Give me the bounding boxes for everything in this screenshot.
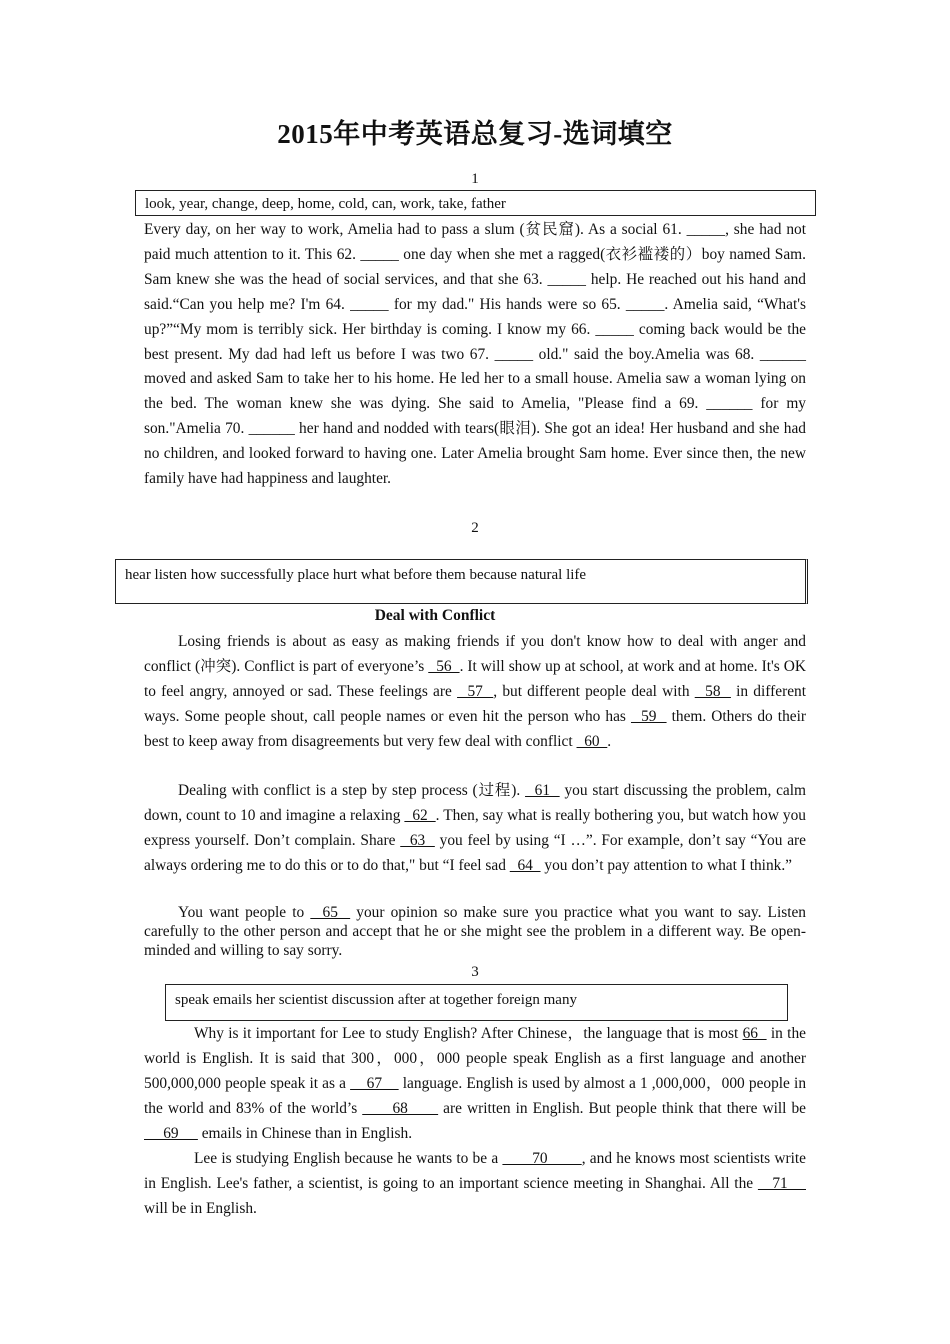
section-2-word-box: hear listen how successfully place hurt what before them because natural life <box>115 559 808 604</box>
section-3-number: 3 <box>471 964 479 980</box>
blank-61[interactable]: 61 <box>525 782 560 799</box>
blank-66[interactable]: 66 <box>742 1025 767 1042</box>
section-1-number: 1 <box>471 171 479 187</box>
section-3-word-box: speak emails her scientist discussion after at together foreign many <box>165 984 788 1021</box>
blank-65[interactable]: 65 <box>310 904 351 921</box>
blank-59[interactable]: 59 <box>630 707 667 725</box>
section-3-paragraph-1: Why is it important for Lee to study English? After Chinese，the language that is most 66 in the world is English. It is said that 300，000，000 people speak English as a first language and another 500,000,000 people speak it as a 67 language. English is used by almost a 1 ,000,000，000 people in the world and 83% of the world’s 68 are written in English. But people think that there will be 69 emails in Chinese than in English. <box>144 1025 807 1142</box>
section-2-heading: Deal with Conflict <box>374 607 496 624</box>
blank-58[interactable]: 58 <box>694 682 731 700</box>
section-2-number: 2 <box>471 520 479 536</box>
section-2-paragraph-2: Dealing with conflict is a step by step process (过程). 61 you start discussing the problem, calm down, count to 10 and imagine a relaxing 62 . Then, say what is really bothering you, but watch how you express yourself. Don’t complain. Share 63 you feel by using “I …”. For example, don’t say “You are always ordering me to do this or to do that," but “I feel sad 64 you don’t pay attention to what I think.” <box>144 782 807 874</box>
section-2-paragraph-1: Losing friends is about as easy as making friends if you don't know how to deal with anger and conflict (冲突). Conflict is part of everyone’s 56 . It will show up at school, at work and at home. It's OK to feel angry, annoyed or sad. These feelings are 57 , but different people deal with 58 in different ways. Some people shout, call people names or even hit the person who has 59 them. Others do their best to keep away from disagreements but very few deal with conflict 60 . <box>144 633 807 750</box>
blank-62[interactable]: 62 <box>404 806 436 824</box>
blank-63[interactable]: 63 <box>400 831 435 849</box>
section-1-word-box: look, year, change, deep, home, cold, can, work, take, father <box>135 190 816 216</box>
blank-64[interactable]: 64 <box>509 856 541 874</box>
section-2-paragraph-3: You want people to 65 your opinion so make sure you practice what you want to say. Listen carefully to the other person and accept that he or she might see the problem in a different way. Be open-minded and willing to say sorry. <box>144 904 807 959</box>
section-1-passage: Every day, on her way to work, Amelia had to pass a slum (贫民窟). As a social 61. _____, she had not paid much attention to it. This 62. _____ one day when she met a ragged(衣衫褴褛的）boy named Sam. Sam knew she was the head of social services, and that she 63. _____ help. He reached out his hand and said.“Can you help me? I'm 64. _____ for my dad." His hands were so 65. _____. Amelia said, “What's up?”“My mom is terribly sick. Her birthday is coming. I know my 66. _____ coming back would be the best present. My dad had left us before I was two 67. _____ old." said the boy.Amelia was 68. ______ moved and asked Sam to take her to his home. He led her to a small house. Amelia saw a woman lying on the bed. The woman knew she was dying. She said to Amelia, "Please find a 69. ______ for my son."Amelia 70. ______ her hand and nodded with tears(眼泪). She got an idea! Her husband and she had no children, and looked forward to having one. Later Amelia brought Sam home. Ever since then, the new family have had happiness and laughter. <box>144 221 806 488</box>
blank-60[interactable]: 60 <box>576 732 608 750</box>
page-title: 2015年中考英语总复习-选词填空 <box>277 119 673 149</box>
blank-67[interactable]: 67 <box>350 1074 399 1092</box>
blank-56[interactable]: 56 <box>428 657 460 675</box>
blank-57[interactable]: 57 <box>457 682 494 700</box>
blank-71[interactable]: 71 <box>757 1174 806 1192</box>
section-3-paragraph-2: Lee is studying English because he wants to be a 70 , and he knows most scientists write in English. Lee's father, a scientist, is going to an important science meeting in Shanghai. All the 71 will be in English. <box>144 1150 807 1217</box>
blank-68[interactable]: 68 <box>362 1099 439 1117</box>
blank-69[interactable]: 69 <box>144 1124 198 1142</box>
blank-70[interactable]: 70 <box>502 1150 582 1167</box>
